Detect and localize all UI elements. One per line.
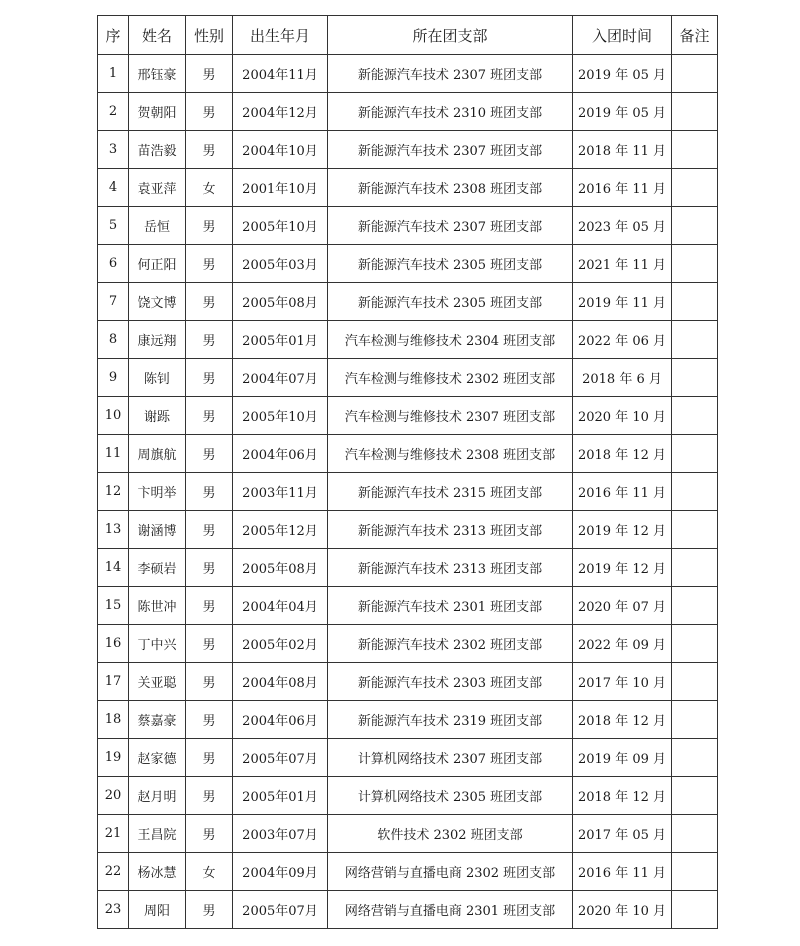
cell-index: 14 xyxy=(98,549,129,587)
cell-league-branch: 汽车检测与维修技术 2304 班团支部 xyxy=(328,321,573,359)
header-gender: 性别 xyxy=(186,16,233,55)
cell-index: 15 xyxy=(98,587,129,625)
cell-birth-date: 2004年11月 xyxy=(233,55,328,93)
cell-join-date: 2022 年 09 月 xyxy=(573,625,672,663)
cell-league-branch: 新能源汽车技术 2305 班团支部 xyxy=(328,245,573,283)
cell-name: 苗浩毅 xyxy=(129,131,186,169)
table-row xyxy=(98,777,718,815)
cell-name: 谢涵博 xyxy=(129,511,186,549)
table-row xyxy=(98,815,718,853)
cell-join-date: 2023 年 05 月 xyxy=(573,207,672,245)
cell-index: 13 xyxy=(98,511,129,549)
cell-gender: 男 xyxy=(186,321,233,359)
cell-gender: 男 xyxy=(186,739,233,777)
cell-join-date: 2019 年 12 月 xyxy=(573,511,672,549)
cell-league-branch: 新能源汽车技术 2307 班团支部 xyxy=(328,55,573,93)
cell-remarks xyxy=(672,891,718,929)
cell-gender: 男 xyxy=(186,777,233,815)
cell-league-branch: 汽车检测与维修技术 2307 班团支部 xyxy=(328,397,573,435)
cell-join-date: 2019 年 05 月 xyxy=(573,55,672,93)
cell-index: 6 xyxy=(98,245,129,283)
cell-remarks xyxy=(672,549,718,587)
cell-name: 李硕岩 xyxy=(129,549,186,587)
cell-index: 4 xyxy=(98,169,129,207)
cell-index: 18 xyxy=(98,701,129,739)
cell-gender: 男 xyxy=(186,283,233,321)
cell-birth-date: 2005年07月 xyxy=(233,891,328,929)
cell-name: 周阳 xyxy=(129,891,186,929)
cell-gender: 男 xyxy=(186,663,233,701)
cell-birth-date: 2005年10月 xyxy=(233,397,328,435)
table-row xyxy=(98,245,718,283)
cell-join-date: 2017 年 05 月 xyxy=(573,815,672,853)
member-roster-table xyxy=(97,15,718,929)
cell-index: 23 xyxy=(98,891,129,929)
cell-remarks xyxy=(672,701,718,739)
cell-birth-date: 2004年08月 xyxy=(233,663,328,701)
cell-name: 杨冰慧 xyxy=(129,853,186,891)
cell-birth-date: 2001年10月 xyxy=(233,169,328,207)
cell-name: 袁亚萍 xyxy=(129,169,186,207)
cell-index: 9 xyxy=(98,359,129,397)
cell-join-date: 2019 年 09 月 xyxy=(573,739,672,777)
cell-birth-date: 2005年08月 xyxy=(233,283,328,321)
cell-join-date: 2020 年 10 月 xyxy=(573,891,672,929)
cell-gender: 男 xyxy=(186,245,233,283)
cell-league-branch: 新能源汽车技术 2310 班团支部 xyxy=(328,93,573,131)
cell-join-date: 2017 年 10 月 xyxy=(573,663,672,701)
cell-name: 陈世冲 xyxy=(129,587,186,625)
cell-birth-date: 2004年06月 xyxy=(233,435,328,473)
table-row xyxy=(98,739,718,777)
cell-birth-date: 2004年12月 xyxy=(233,93,328,131)
cell-gender: 男 xyxy=(186,131,233,169)
cell-league-branch: 新能源汽车技术 2307 班团支部 xyxy=(328,207,573,245)
cell-name: 贺朝阳 xyxy=(129,93,186,131)
cell-league-branch: 软件技术 2302 班团支部 xyxy=(328,815,573,853)
cell-league-branch: 计算机网络技术 2307 班团支部 xyxy=(328,739,573,777)
cell-league-branch: 新能源汽车技术 2319 班团支部 xyxy=(328,701,573,739)
header-birth-date: 出生年月 xyxy=(233,16,328,55)
cell-join-date: 2018 年 12 月 xyxy=(573,435,672,473)
table-row xyxy=(98,131,718,169)
cell-birth-date: 2003年07月 xyxy=(233,815,328,853)
cell-remarks xyxy=(672,131,718,169)
cell-gender: 男 xyxy=(186,701,233,739)
cell-index: 3 xyxy=(98,131,129,169)
cell-remarks xyxy=(672,473,718,511)
cell-index: 20 xyxy=(98,777,129,815)
header-row xyxy=(98,16,718,55)
cell-birth-date: 2004年06月 xyxy=(233,701,328,739)
cell-join-date: 2021 年 11 月 xyxy=(573,245,672,283)
cell-birth-date: 2005年10月 xyxy=(233,207,328,245)
table-row xyxy=(98,397,718,435)
cell-birth-date: 2004年09月 xyxy=(233,853,328,891)
cell-gender: 男 xyxy=(186,473,233,511)
cell-index: 10 xyxy=(98,397,129,435)
cell-name: 岳恒 xyxy=(129,207,186,245)
cell-league-branch: 新能源汽车技术 2302 班团支部 xyxy=(328,625,573,663)
cell-join-date: 2018 年 12 月 xyxy=(573,777,672,815)
table-row xyxy=(98,359,718,397)
cell-birth-date: 2005年03月 xyxy=(233,245,328,283)
cell-remarks xyxy=(672,359,718,397)
cell-index: 19 xyxy=(98,739,129,777)
cell-gender: 男 xyxy=(186,511,233,549)
cell-name: 卞明举 xyxy=(129,473,186,511)
table-row xyxy=(98,321,718,359)
table-row xyxy=(98,169,718,207)
cell-join-date: 2019 年 12 月 xyxy=(573,549,672,587)
cell-name: 蔡嘉豪 xyxy=(129,701,186,739)
cell-index: 1 xyxy=(98,55,129,93)
cell-birth-date: 2004年04月 xyxy=(233,587,328,625)
cell-gender: 男 xyxy=(186,815,233,853)
cell-join-date: 2018 年 12 月 xyxy=(573,701,672,739)
cell-join-date: 2019 年 05 月 xyxy=(573,93,672,131)
cell-name: 赵家德 xyxy=(129,739,186,777)
cell-index: 11 xyxy=(98,435,129,473)
cell-join-date: 2020 年 10 月 xyxy=(573,397,672,435)
cell-birth-date: 2003年11月 xyxy=(233,473,328,511)
cell-league-branch: 新能源汽车技术 2307 班团支部 xyxy=(328,131,573,169)
cell-gender: 男 xyxy=(186,435,233,473)
cell-remarks xyxy=(672,587,718,625)
table-row xyxy=(98,625,718,663)
cell-name: 丁中兴 xyxy=(129,625,186,663)
cell-remarks xyxy=(672,283,718,321)
cell-remarks xyxy=(672,853,718,891)
cell-name: 谢跞 xyxy=(129,397,186,435)
cell-gender: 男 xyxy=(186,549,233,587)
table-row xyxy=(98,473,718,511)
table-row xyxy=(98,663,718,701)
header-name: 姓名 xyxy=(129,16,186,55)
table-body xyxy=(98,55,718,929)
cell-remarks xyxy=(672,739,718,777)
cell-gender: 男 xyxy=(186,359,233,397)
cell-gender: 男 xyxy=(186,625,233,663)
cell-league-branch: 新能源汽车技术 2305 班团支部 xyxy=(328,283,573,321)
table-row xyxy=(98,587,718,625)
cell-birth-date: 2004年07月 xyxy=(233,359,328,397)
header-index: 序 xyxy=(98,16,129,55)
cell-league-branch: 新能源汽车技术 2303 班团支部 xyxy=(328,663,573,701)
cell-name: 赵月明 xyxy=(129,777,186,815)
cell-name: 邢钰豪 xyxy=(129,55,186,93)
table-row xyxy=(98,891,718,929)
cell-league-branch: 新能源汽车技术 2313 班团支部 xyxy=(328,511,573,549)
cell-remarks xyxy=(672,55,718,93)
cell-remarks xyxy=(672,663,718,701)
cell-gender: 男 xyxy=(186,587,233,625)
cell-league-branch: 新能源汽车技术 2301 班团支部 xyxy=(328,587,573,625)
cell-remarks xyxy=(672,815,718,853)
table-row xyxy=(98,207,718,245)
cell-index: 17 xyxy=(98,663,129,701)
cell-name: 何正阳 xyxy=(129,245,186,283)
cell-remarks xyxy=(672,435,718,473)
cell-league-branch: 计算机网络技术 2305 班团支部 xyxy=(328,777,573,815)
cell-birth-date: 2005年08月 xyxy=(233,549,328,587)
cell-league-branch: 网络营销与直播电商 2302 班团支部 xyxy=(328,853,573,891)
cell-join-date: 2018 年 11 月 xyxy=(573,131,672,169)
cell-name: 饶文博 xyxy=(129,283,186,321)
cell-index: 7 xyxy=(98,283,129,321)
cell-remarks xyxy=(672,397,718,435)
cell-name: 周旗航 xyxy=(129,435,186,473)
cell-league-branch: 汽车检测与维修技术 2302 班团支部 xyxy=(328,359,573,397)
table-row xyxy=(98,55,718,93)
cell-birth-date: 2005年07月 xyxy=(233,739,328,777)
cell-gender: 女 xyxy=(186,169,233,207)
cell-index: 16 xyxy=(98,625,129,663)
cell-index: 2 xyxy=(98,93,129,131)
cell-remarks xyxy=(672,777,718,815)
cell-remarks xyxy=(672,625,718,663)
table-row xyxy=(98,435,718,473)
cell-gender: 女 xyxy=(186,853,233,891)
cell-birth-date: 2005年01月 xyxy=(233,321,328,359)
cell-league-branch: 网络营销与直播电商 2301 班团支部 xyxy=(328,891,573,929)
table-row xyxy=(98,283,718,321)
cell-remarks xyxy=(672,511,718,549)
header-league-branch: 所在团支部 xyxy=(328,16,573,55)
cell-league-branch: 新能源汽车技术 2315 班团支部 xyxy=(328,473,573,511)
cell-birth-date: 2005年01月 xyxy=(233,777,328,815)
cell-league-branch: 新能源汽车技术 2313 班团支部 xyxy=(328,549,573,587)
cell-gender: 男 xyxy=(186,891,233,929)
cell-name: 关亚聪 xyxy=(129,663,186,701)
cell-join-date: 2016 年 11 月 xyxy=(573,169,672,207)
cell-join-date: 2019 年 11 月 xyxy=(573,283,672,321)
cell-remarks xyxy=(672,93,718,131)
cell-index: 5 xyxy=(98,207,129,245)
cell-gender: 男 xyxy=(186,397,233,435)
cell-index: 12 xyxy=(98,473,129,511)
cell-join-date: 2016 年 11 月 xyxy=(573,473,672,511)
table-header xyxy=(98,16,718,55)
table-row xyxy=(98,511,718,549)
cell-name: 陈钊 xyxy=(129,359,186,397)
cell-name: 康远翔 xyxy=(129,321,186,359)
table-row xyxy=(98,701,718,739)
cell-join-date: 2016 年 11 月 xyxy=(573,853,672,891)
cell-birth-date: 2005年02月 xyxy=(233,625,328,663)
cell-birth-date: 2004年10月 xyxy=(233,131,328,169)
cell-gender: 男 xyxy=(186,207,233,245)
cell-name: 王昌院 xyxy=(129,815,186,853)
table-row xyxy=(98,549,718,587)
cell-remarks xyxy=(672,207,718,245)
cell-remarks xyxy=(672,169,718,207)
table-row xyxy=(98,93,718,131)
cell-gender: 男 xyxy=(186,93,233,131)
header-remarks: 备注 xyxy=(672,16,718,55)
cell-index: 22 xyxy=(98,853,129,891)
cell-remarks xyxy=(672,321,718,359)
cell-league-branch: 汽车检测与维修技术 2308 班团支部 xyxy=(328,435,573,473)
cell-join-date: 2018 年 6 月 xyxy=(573,359,672,397)
cell-join-date: 2020 年 07 月 xyxy=(573,587,672,625)
cell-league-branch: 新能源汽车技术 2308 班团支部 xyxy=(328,169,573,207)
cell-index: 8 xyxy=(98,321,129,359)
cell-join-date: 2022 年 06 月 xyxy=(573,321,672,359)
table-row xyxy=(98,853,718,891)
cell-remarks xyxy=(672,245,718,283)
cell-index: 21 xyxy=(98,815,129,853)
cell-birth-date: 2005年12月 xyxy=(233,511,328,549)
cell-gender: 男 xyxy=(186,55,233,93)
header-join-date: 入团时间 xyxy=(573,16,672,55)
